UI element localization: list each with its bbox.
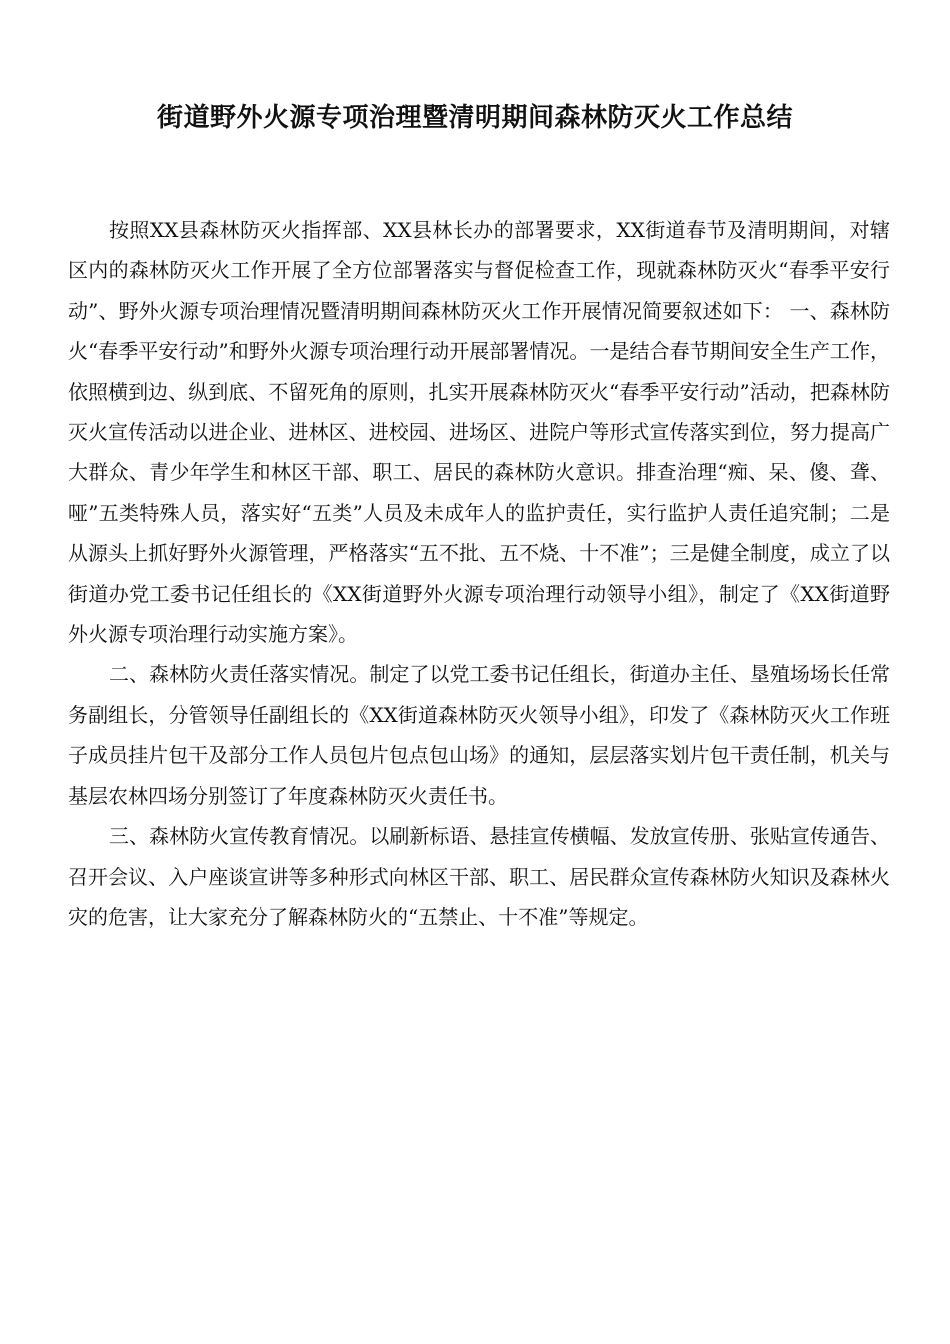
paragraph-responsibility: 二、森林防火责任落实情况。制定了以党工委书记任组长，街道办主任、垦殖场场长任常务副组长，分管领导任副组长的《XX街道森林防灭火领导小组》，印发了《森林防灭火工作班子成员挂片包干及部分工作人员包片包点包山场》的通知，层层落实划片包干责任制，机关与基层农林四场分别签订了年度森林防灭火责任书。	[68, 662, 890, 808]
paragraph-publicity: 三、森林防火宣传教育情况。以刷新标语、悬挂宣传横幅、发放宣传册、张贴宣传通告、召开会议、入户座谈宣讲等多种形式向林区干部、职工、居民群众宣传森林防火知识及森林火灾的危害，让大家充分了解森林防火的“五禁止、十不准”等规定。	[68, 824, 890, 929]
paragraph-intro: 按照XX县森林防灭火指挥部、XX县林长办的部署要求，XX街道春节及清明期间，对辖区内的森林防灭火工作开展了全方位部署落实与督促检查工作，现就森林防灭火“春季平安行动”、野外火源专项治理情况暨清明期间森林防灭火工作开展情况简要叙述如下： 一、森林防火“春季平安行动”和野外火源专项治理行动开展部署情况。一是结合春节期间安全生产工作，依照横到边、纵到底、不留死角的原则，扎实开展森林防灭火“春季平安行动”活动，把森林防灭火宣传活动以进企业、进林区、进校园、进场区、进院户等形式宣传落实到位，努力提高广大群众、青少年学生和林区干部、职工、居民的森林防火意识。排查治理“痴、呆、傻、聋、哑”五类特殊人员，落实好“五类”人员及未成年人的监护责任，实行监护人责任追究制；二是从源头上抓好野外火源管理，严格落实“五不批、五不烧、十不准”；三是健全制度，成立了以街道办党工委书记任组长的《XX街道野外火源专项治理行动领导小组》，制定了《XX街道野外火源专项治理行动实施方案》。	[68, 218, 890, 647]
document-title: 街道野外火源专项治理暨清明期间森林防灭火工作总结	[156, 103, 793, 133]
document-body	[68, 210, 890, 937]
